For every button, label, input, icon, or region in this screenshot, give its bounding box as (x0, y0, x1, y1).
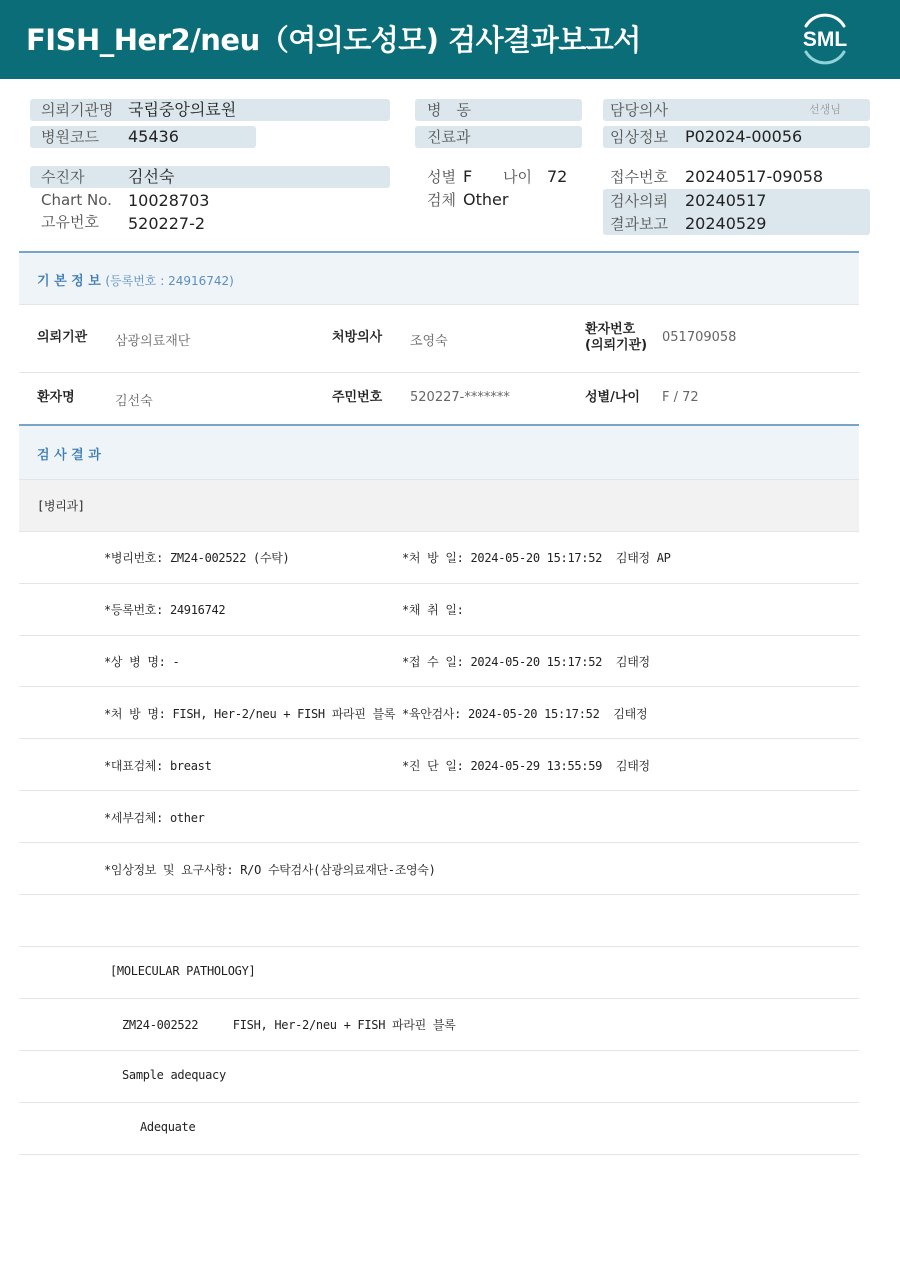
institution-value: 국립중앙의료원 (128, 100, 237, 119)
divider (19, 1050, 859, 1051)
patient-label: 수진자 (41, 168, 85, 186)
result-row-left: *세부검체: other (104, 811, 205, 825)
patient-value: 김선숙 (128, 167, 175, 186)
doctor-label: 담당의사 (610, 101, 668, 119)
molecular-line: ZM24-002522 FISH, Her-2/neu + FISH 파라핀 블록 (122, 1018, 456, 1032)
age-label: 나이 (503, 168, 532, 186)
inst-header: 의뢰기관 (37, 330, 88, 345)
dept-band (19, 479, 859, 531)
svg-text:SML: SML (802, 28, 848, 51)
divider (19, 894, 859, 895)
result-row-left: *대표검체: breast (104, 759, 212, 773)
result-header-band (19, 426, 859, 479)
basic-info-title: 기 본 정 보 (등록번호 : 24916742) (37, 274, 234, 289)
basic-info-top-line (19, 251, 859, 253)
report-label: 결과보고 (610, 215, 668, 233)
sex-label: 성별 (427, 168, 456, 186)
result-top-line (19, 424, 859, 426)
divider (19, 686, 859, 687)
result-row-left: *임상정보 및 요구사항: R/O 수탁검사(삼광의료재단-조영숙) (104, 863, 436, 877)
result-row-left: *처 방 명: FISH, Her-2/neu + FISH 파라핀 블록 (104, 707, 396, 721)
divider (19, 946, 859, 947)
prescriber-header: 처방의사 (332, 330, 383, 345)
report-value: 20240529 (685, 214, 767, 233)
request-label: 검사의뢰 (610, 192, 668, 210)
result-row-right: *채 취 일: (402, 603, 464, 617)
unique-value: 520227-2 (128, 214, 206, 233)
hospital-code-value: 45436 (128, 127, 179, 146)
registration-number: (등록번호 : 24916742) (105, 274, 234, 288)
divider (19, 304, 859, 305)
sex-value: F (463, 167, 473, 186)
result-row-left: *등록번호: 24916742 (104, 603, 226, 617)
inst-value: 삼광의료재단 (115, 334, 191, 349)
dept-label: [병리과] (37, 499, 85, 513)
sex-age-value: F / 72 (662, 390, 699, 405)
result-row-left: *병리번호: ZM24-002522 (수탁) (104, 551, 290, 565)
divider (19, 372, 859, 373)
patient-no-value: 051709058 (662, 330, 737, 345)
molecular-line: Adequate (140, 1120, 196, 1134)
age-value: 72 (547, 167, 568, 186)
molecular-line: Sample adequacy (122, 1068, 226, 1082)
institution-label: 의뢰기관명 (41, 101, 114, 119)
divider (19, 583, 859, 584)
hospital-code-label: 병원코드 (41, 128, 99, 146)
doctor-suffix: 선생님 (809, 103, 841, 116)
prescriber-value: 조영숙 (410, 334, 448, 349)
rrn-value: 520227-******* (410, 390, 510, 405)
clinical-label: 임상정보 (610, 128, 668, 146)
molecular-title: [MOLECULAR PATHOLOGY] (110, 964, 256, 978)
unique-label: 고유번호 (41, 213, 99, 231)
request-value: 20240517 (685, 191, 767, 210)
specimen-value: Other (463, 190, 509, 209)
divider (19, 842, 859, 843)
ward-label: 병 동 (427, 101, 471, 119)
report-title: FISH_Her2/neu（여의도성모) 검사결과보고서 (26, 23, 641, 57)
rrn-header: 주민번호 (332, 390, 383, 405)
divider (19, 790, 859, 791)
divider (19, 531, 859, 532)
sex-age-header: 성별/나이 (585, 390, 640, 405)
divider (19, 479, 859, 480)
divider (19, 1102, 859, 1103)
chart-value: 10028703 (128, 191, 210, 210)
result-title: 검 사 결 과 (37, 448, 101, 463)
divider (19, 1154, 859, 1155)
specimen-label: 검체 (427, 191, 456, 209)
result-row-left: *상 병 명: - (104, 655, 180, 669)
result-row-right: *진 단 일: 2024-05-29 13:55:59 김태정 (402, 759, 650, 773)
name-value: 김선숙 (115, 394, 153, 409)
patient-no-header: 환자번호 (의뢰기관) (585, 322, 648, 353)
divider (19, 635, 859, 636)
result-row-right: *육안검사: 2024-05-20 15:17:52 김태정 (402, 707, 648, 721)
name-header: 환자명 (37, 390, 75, 405)
dept-label: 진료과 (427, 128, 471, 146)
clinical-value: P02024-00056 (685, 127, 803, 146)
receipt-label: 접수번호 (610, 168, 668, 186)
chart-label: Chart No. (41, 191, 112, 209)
sml-logo (796, 12, 854, 66)
divider (19, 998, 859, 999)
result-row-right: *접 수 일: 2024-05-20 15:17:52 김태정 (402, 655, 650, 669)
result-row-right: *처 방 일: 2024-05-20 15:17:52 김태정 AP (402, 551, 671, 565)
receipt-value: 20240517-09058 (685, 167, 824, 186)
divider (19, 738, 859, 739)
